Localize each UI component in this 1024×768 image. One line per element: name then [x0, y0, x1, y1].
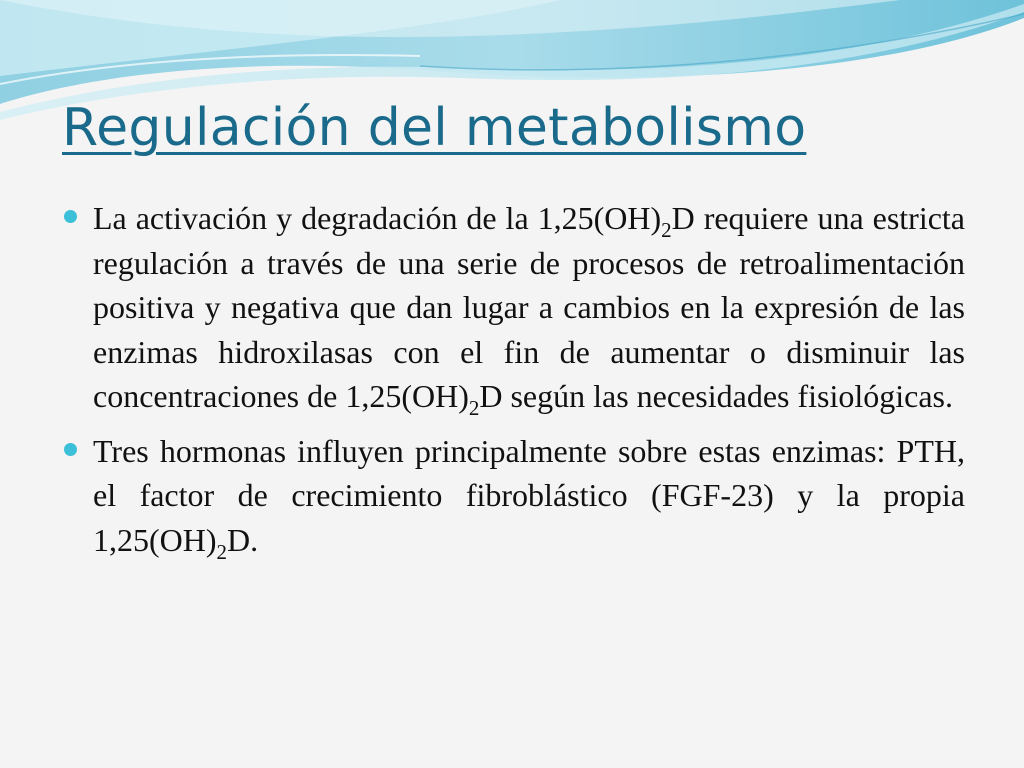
bullet-item	[60, 196, 965, 419]
bullet-dot-icon	[64, 443, 77, 456]
bullet-text-part: D requiere una estricta regulación a través de una serie de procesos de retroalimentación positiva y negativa que dan lugar a cambios en la expresión de las enzimas hidroxilasas con el fin de aumentar o disminuir las concentraciones de 1,25(OH)	[93, 200, 966, 414]
slide-title: Regulación del metabolismo	[62, 98, 807, 158]
bullet-dot-icon	[64, 210, 77, 223]
bullet-text-part: Tres hormonas influyen principalmente sobre estas enzimas: PTH, el factor de crecimiento fibroblástico (FGF-23) y la propia 1,25(OH)	[93, 432, 965, 558]
subscript: 2	[216, 539, 228, 564]
bullet-text-part: D.	[227, 521, 259, 558]
bullet-text-part: D según las necesidades fisiológicas.	[479, 378, 953, 414]
bullet-text	[93, 429, 965, 563]
bullet-list	[60, 196, 965, 572]
subscript: 2	[468, 396, 480, 420]
bullet-text-part: La activación y degradación de la 1,25(OH)	[93, 200, 662, 236]
bullet-item	[60, 429, 965, 563]
subscript: 2	[661, 218, 672, 242]
bullet-text	[93, 196, 965, 419]
